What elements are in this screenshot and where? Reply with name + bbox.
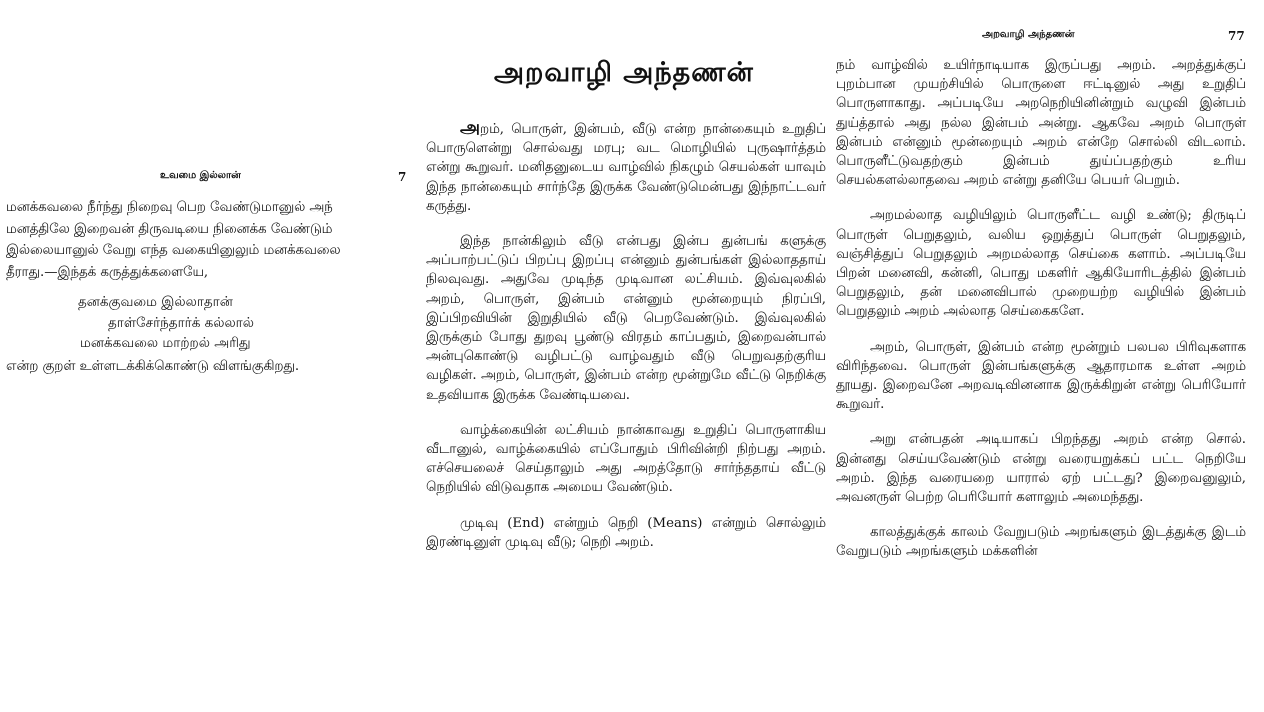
right-header-title: அறவாழி அந்தணன் (982, 29, 1075, 40)
right-body (836, 56, 1246, 578)
middle-paragraph-1 (426, 118, 826, 216)
text-line: மனக்கவலை நீர்ந்து நிறைவு பெற வேண்டுமானுல் அந் (6, 200, 333, 215)
right-paragraph-1: நம் வாழ்வில் உயிர்நாடியாக இருப்பது அறம். அறத்துக்குப் புறம்பான முயற்சியில் பொருளை ஈட்டினுல் அது உறுதிப் பொருளாகாது. அப்படியே அறநெறியினின்றும் வழுவி இன்பம் துய்த்தால் அது நல்ல இன்பம் அன்று. ஆகவே அறம் பொருள் இன்பம் என்னும் மூன்றையும் அறம் என்றே சொல்லி விடலாம். பொருளீட்டுவதற்கும் இன்பம் துய்ப்பதற்கும் உரிய செயல்களல்லாதவை அறம் என்று தனியே பெயர் பெறும். (836, 58, 1246, 189)
paragraph-text: றம், பொருள், இன்பம், வீடு என்ற நான்கையும் உறுதிப் பொருளென்று சொல்வது மரபு; வட மொழியில் புருஷார்த்தம் என்று கூறுவர். மனிதனுடைய வாழ்வில் நிகழும் செயல்கள் யாவும் இந்த நான்கையும் சார்ந்தே இருக்க வேண்டுமென்பது இந்நாட்டவர் கருத்து. (426, 122, 826, 214)
left-paragraph-1 (6, 197, 406, 283)
left-header-title: உவமை இல்லான் (160, 170, 241, 181)
left-paragraph-2: என்ற குறள் உள்ளடக்கிக்கொண்டு விளங்குகிறது. (6, 359, 300, 374)
left-page-header (0, 170, 412, 186)
right-paragraph-3: அறம், பொருள், இன்பம் என்ற மூன்றும் பலபல பிரிவுகளாக விரிந்தவை. பொருள் இன்பங்களுக்கு ஆதாரமாக உள்ள அறம் தூயது. இறைவனே அறவடிவினனாக இருக்கிறுன் என்று பெரியோர் கூறுவர். (836, 339, 1246, 413)
right-paragraph-5: காலத்துக்குக் காலம் வேறுபடும் அறங்களும் இடத்துக்கு இடம் வேறுபடும் அறங்களும் மக்களின் (836, 525, 1246, 560)
right-page-number: 77 (1228, 29, 1245, 43)
right-page (836, 0, 1264, 712)
middle-paragraph-4: முடிவு (End) என்றும் நெறி (Means) என்றும் சொல்லும் இரண்டினுள் முடிவு வீடு; நெறி அறம். (426, 515, 826, 550)
right-paragraph-4: அறு என்பதன் அடியாகப் பிறந்தது அறம் என்ற சொல். இன்னது செய்யவேண்டும் என்று வரையறுக்கப் பட்ட நெறியே அறம். இந்த வரையறை யாரால் ஏற் பட்டது? இறைவனுலும், அவனருள் பெற்ற பெரியோர் களாலும் அமைந்தது. (836, 432, 1246, 506)
right-page-header (836, 29, 1246, 45)
text-line: இல்லையானுல் வேறு எந்த வகையினுலும் மனக்கவலை (6, 243, 341, 258)
middle-page (418, 0, 832, 712)
verse-line: தனக்குவமை இல்லாதான் (78, 294, 233, 310)
text-line: தீராது.—இந்தக் கருத்துக்களையே, (6, 264, 209, 280)
text-line: மனத்திலே இறைவன் திருவடியை நினைக்க வேண்டும் (6, 221, 333, 237)
middle-paragraph-3: வாழ்க்கையின் லட்சியம் நான்காவது உறுதிப் பொருளாகிய வீடானுல், வாழ்க்கையில் எப்போதும் பிரிவின்றி நிற்பது அறம். எச்செயலைச் செய்தாலும் அது அறத்தோடு சார்ந்ததாய் வீட்டு நெறியில் விடுவதாக அமைய வேண்டும். (426, 422, 826, 496)
verse-line: தாள்சேர்ந்தார்க் கல்லால் (108, 314, 254, 331)
left-page-number: 7 (398, 170, 407, 184)
left-page (0, 0, 412, 712)
drop-cap: அ (460, 117, 481, 138)
kural-verse (78, 292, 254, 354)
chapter-title: அறவாழி அந்தணன் (494, 57, 754, 88)
middle-paragraph-2: இந்த நான்கிலும் வீடு என்பது இன்ப துன்பங் களுக்கு அப்பாற்பட்டுப் பிறப்பு இறப்பு என்னும் துன்பங்கள் இல்லாததாய் நிலவுவது. அதுவே முடிந்த முடிவான லட்சியம். இவ்வுலகில் அறம், பொருள், இன்பம் என்னும் மூன்றையும் நிரப்பி, இப்பிறவியின் இறுதியில் வீடு பெறவேண்டும். இவ்வுலகில் இருக்கும் போது துறவு பூண்டு விரதம் காப்பதும், இறைவன்பால் அன்புகொண்டு வழிபட்டு வாழ்வதும் வீடு பெறுவதற்குரிய வழிகள். அறம், பொருள், இன்பம் என்ற மூன்றுமே வீட்டு நெறிக்கு உதவியாக இருக்க வேண்டியவை. (426, 234, 827, 403)
verse-line: மனக்கவலை மாற்றல் அரிது (80, 335, 251, 351)
right-paragraph-2: அறமல்லாத வழியிலும் பொருளீட்ட வழி உண்டு; திருடிப் பொருள் பெறுதலும், வலிய ஒறுத்துப் பொருள் பெறுதலும், வஞ்சித்துப் பெறுதலும் அறமல்லாத செய்கை களாம். அப்படியே பிறன் மனைவி, கன்னி, பொது மகளிர் ஆகியோரிடத்தில் இன்பம் பெறுதலும், தன் மனைவிபால் முறையற்ற வழியில் இன்பம் பெறுதலும் அறம் அல்லாத செய்கைகளே. (836, 208, 1246, 320)
middle-body (426, 118, 826, 568)
